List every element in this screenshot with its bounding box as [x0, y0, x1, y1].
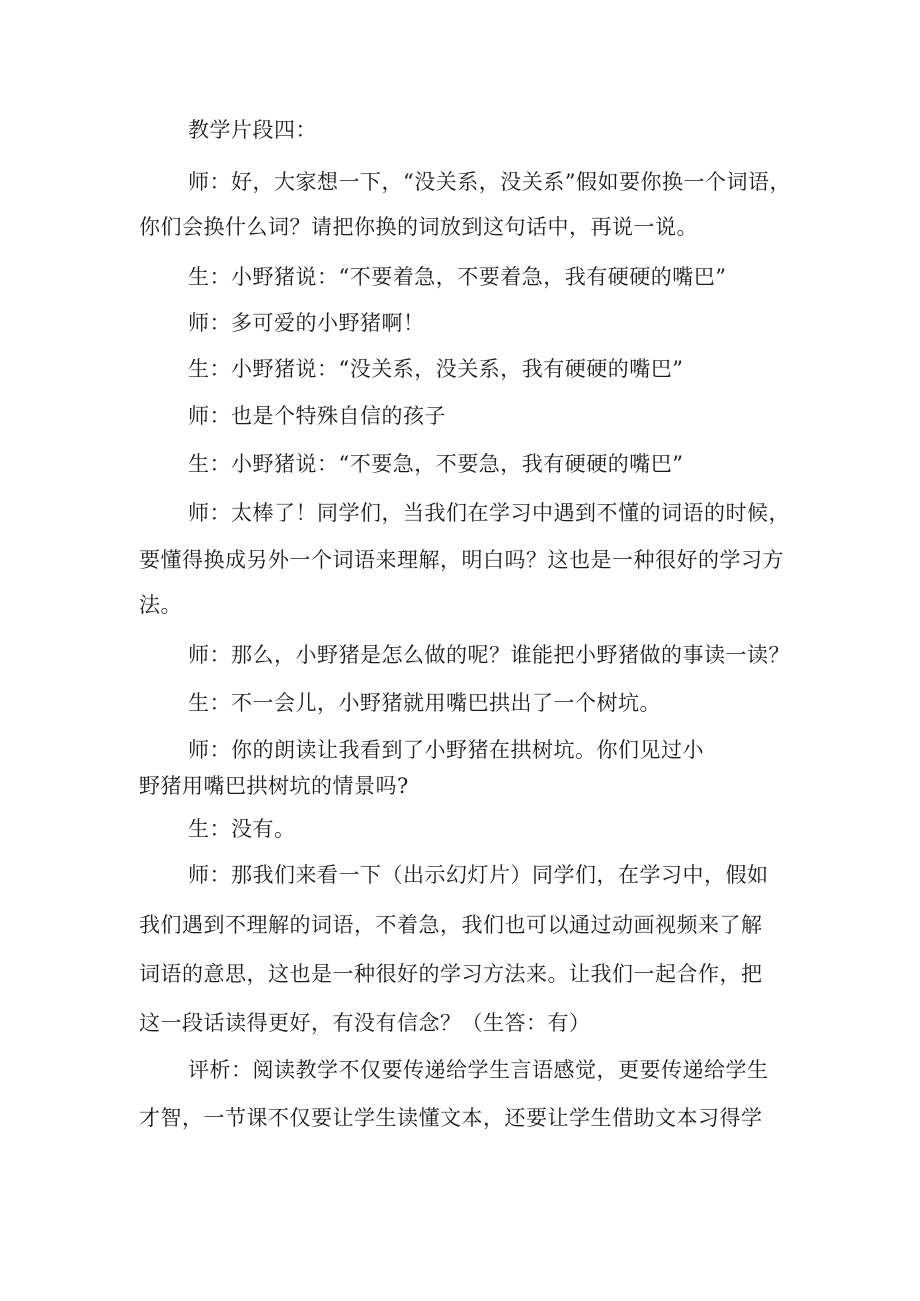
paragraph-line: 师：那么，小野猪是怎么做的呢？谁能把小野猪做的事读一读？: [188, 643, 790, 667]
paragraph-line: 师：好，大家想一下，“没关系，没关系”假如要你换一个词语，: [188, 170, 791, 194]
paragraph-line: 才智，一节课不仅要让学生读懂文本，还要让学生借助文本习得学: [139, 1106, 763, 1130]
paragraph-line: 师：太棒了！同学们，当我们在学习中遇到不懂的词语的时候，: [188, 501, 790, 525]
paragraph-line: 师：多可爱的小野猪啊！: [188, 311, 425, 335]
paragraph-line: 生：小野猪说：“不要着急，不要着急，我有硬硬的嘴巴”: [188, 265, 727, 289]
paragraph-line: 我们遇到不理解的词语，不着急，我们也可以通过动画视频来了解: [139, 913, 763, 937]
paragraph-line: 生：小野猪说：“不要急，不要急，我有硬硬的嘴巴”: [188, 452, 684, 476]
paragraph-line: 评析：阅读教学不仅要传递给学生言语感觉，更要传递给学生: [188, 1058, 769, 1082]
paragraph-line: 师：你的朗读让我看到了小野猪在拱树坑。你们见过小: [188, 738, 704, 762]
paragraph-line: 要懂得换成另外一个词语来理解，明白吗？这也是一种很好的学习方: [139, 548, 784, 572]
paragraph-line: 师：也是个特殊自信的孩子: [188, 404, 446, 428]
paragraph-line: 词语的意思，这也是一种很好的学习方法来。让我们一起合作，把: [139, 962, 763, 986]
paragraph-line: 野猪用嘴巴拱树坑的情景吗?: [139, 774, 409, 798]
paragraph-line: 你们会换什么词？请把你换的词放到这句话中，再说一说。: [139, 215, 698, 239]
section-heading: 教学片段四：: [188, 118, 317, 142]
paragraph-line: 生：小野猪说：“没关系，没关系，我有硬硬的嘴巴”: [188, 357, 684, 381]
paragraph-line: 这一段话读得更好，有没有信念？（生答：有）: [139, 1011, 591, 1035]
paragraph-line: 生：没有。: [188, 817, 296, 841]
paragraph-line: 法。: [139, 593, 182, 617]
paragraph-line: 生：不一会儿，小野猪就用嘴巴拱出了一个树坑。: [188, 691, 661, 715]
paragraph-line: 师：那我们来看一下（出示幻灯片）同学们，在学习中，假如: [188, 863, 769, 887]
